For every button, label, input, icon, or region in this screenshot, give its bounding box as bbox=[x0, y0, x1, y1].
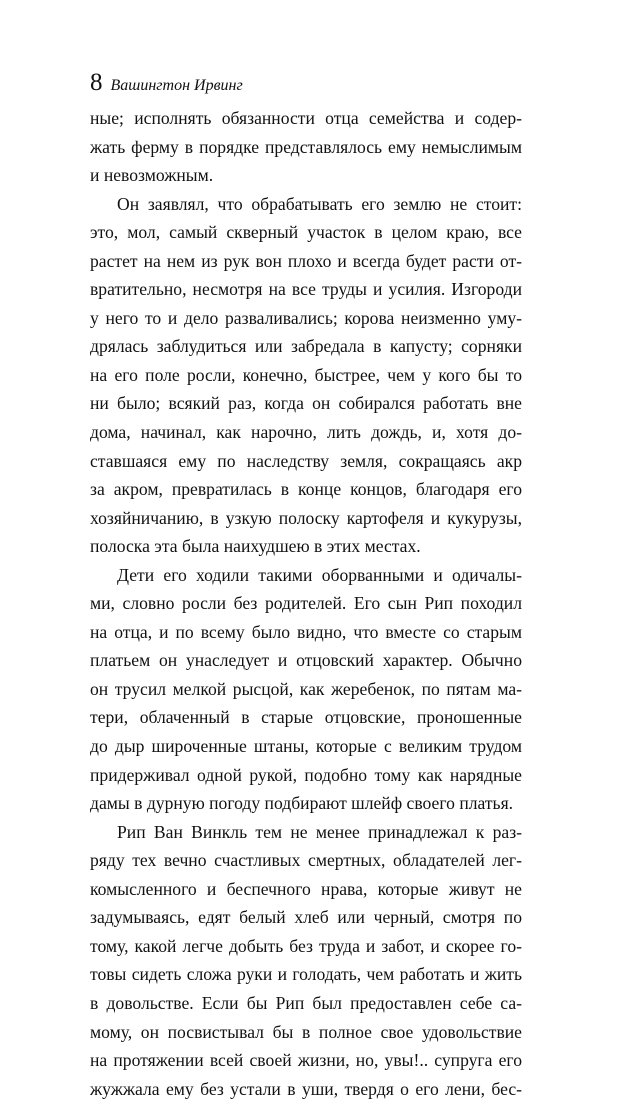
text-line: ставшаяся ему по наследству земля, сокращаясь акр bbox=[90, 450, 522, 471]
running-head bbox=[90, 70, 522, 104]
text-line: он трусил мелкой рысцой, как жеребенок, по пятам ма- bbox=[90, 678, 522, 699]
text-line: задумываясь, едят белый хлеб или черный, смотря по bbox=[90, 907, 522, 928]
text-line: Рип Ван Винкль тем не менее принадлежал к раз- bbox=[117, 821, 522, 842]
page-number: 8 bbox=[90, 69, 103, 96]
text-line: полоска эта была наихудшею в этих местах. bbox=[90, 536, 421, 557]
text-line: комысленного и беспечного нрава, которые живут не bbox=[90, 878, 522, 899]
text-line: ряду тех вечно счастливых смертных, обладателей лег- bbox=[90, 850, 522, 871]
text-line: ми, словно росли без родителей. Его сын Рип походил bbox=[90, 593, 522, 614]
body-text bbox=[90, 104, 522, 1103]
text-line: мому, он посвистывал бы в полное свое удовольствие bbox=[90, 1021, 522, 1042]
text-line: на отца, и по всему было видно, что вместе со старым bbox=[90, 621, 522, 642]
text-line: тому, какой легче добыть без труда и забот, и скорее го- bbox=[90, 935, 522, 956]
text-line: ные; исполнять обязанности отца семейства и содер- bbox=[90, 108, 522, 128]
text-line: дамы в дурную погоду подбирают шлейф своего платья. bbox=[90, 793, 514, 814]
text-line: на протяжении всей своей жизни, но, увы!.. супруга его bbox=[90, 1050, 522, 1071]
text-line: у него то и дело разваливались; корова неизменно уму- bbox=[90, 307, 522, 328]
text-line: тери, облаченный в старые отцовские, проношенные bbox=[90, 707, 522, 728]
text-line: платьем он унаследует и отцовский характер. Обычно bbox=[90, 650, 522, 671]
text-line: Он заявлял, что обрабатывать его землю не стоит: bbox=[117, 193, 522, 214]
text-line: придерживал одной рукой, подобно тому как нарядные bbox=[90, 764, 522, 785]
text-line: до дыр широченные штаны, которые с великим трудом bbox=[90, 736, 522, 757]
text-line: жужжала ему без устали в уши, твердя о его лени, бес- bbox=[90, 1078, 522, 1099]
text-line: дрялась заблудиться или забредала в капусту; сорняки bbox=[90, 336, 522, 357]
text-line: Дети его ходили такими оборванными и одичалы- bbox=[117, 564, 522, 585]
text-line: за акром, превратилась в конце концов, благодаря его bbox=[90, 479, 522, 500]
text-line: на его поле росли, конечно, быстрее, чем у кого бы то bbox=[90, 364, 522, 385]
text-line: ни было; всякий раз, когда он собирался работать вне bbox=[90, 393, 522, 414]
text-line: товы сидеть сложа руки и голодать, чем работать и жить bbox=[90, 964, 522, 985]
text-line: жать ферму в порядке представлялось ему немыслимым bbox=[90, 136, 522, 157]
book-page bbox=[90, 70, 522, 1103]
running-head-title: Вашингтон Ирвинг bbox=[110, 77, 243, 94]
text-line: в довольстве. Если бы Рип был предоставлен себе са- bbox=[90, 992, 522, 1013]
text-line: хозяйничанию, в узкую полоску картофеля и кукурузы, bbox=[90, 507, 522, 528]
text-line: вратительно, несмотря на все труды и усилия. Изгороди bbox=[90, 279, 522, 300]
text-line: это, мол, самый скверный участок в целом краю, все bbox=[90, 222, 522, 243]
text-line: дома, начинал, как нарочно, лить дождь, и, хотя до- bbox=[90, 422, 522, 443]
text-line: растет на нем из рук вон плохо и всегда будет расти от- bbox=[90, 250, 522, 271]
text-line: и невозможным. bbox=[90, 165, 214, 186]
